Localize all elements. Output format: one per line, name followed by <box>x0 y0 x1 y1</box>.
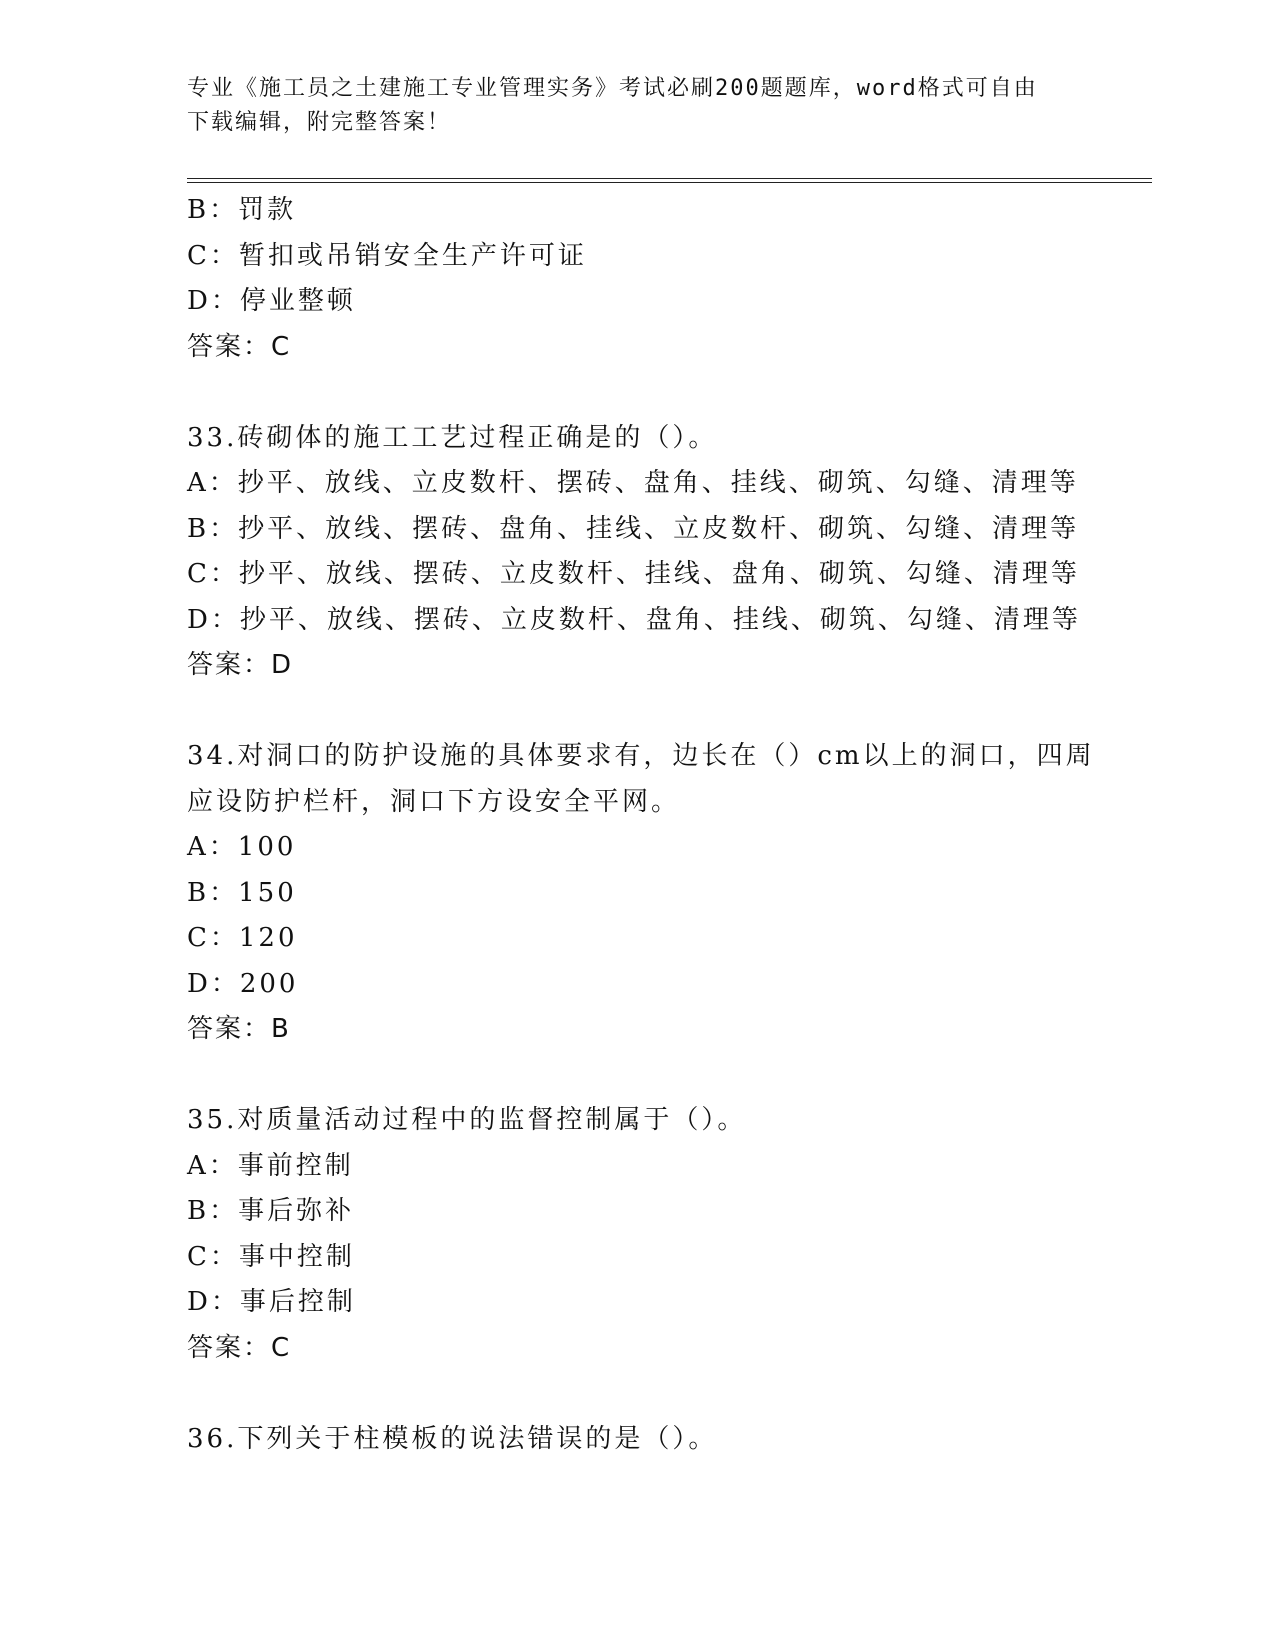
question-36 <box>187 1417 1157 1463</box>
option-d: D：抄平、放线、摆砖、立皮数杆、盘角、挂线、砌筑、勾缝、清理等 <box>187 604 1081 635</box>
question-34 <box>187 734 1157 1053</box>
option-b: B：罚款 <box>187 195 297 225</box>
header-rule-top <box>187 178 1152 179</box>
answer: 答案：B <box>187 1014 291 1044</box>
option-a: A：事前控制 <box>187 1150 354 1181</box>
question-35 <box>187 1098 1157 1371</box>
question-list <box>187 188 1157 1462</box>
option-c: C：暂扣或吊销安全生产许可证 <box>187 240 587 271</box>
question-stem: 33.砖砌体的施工工艺过程正确是的（）。 <box>187 422 718 453</box>
option-b: B：抄平、放线、摆砖、盘角、挂线、立皮数杆、砌筑、勾缝、清理等 <box>187 513 1080 544</box>
question-32-continued <box>187 188 1157 370</box>
option-c: C：事中控制 <box>187 1241 355 1272</box>
option-c: C：抄平、放线、摆砖、立皮数杆、挂线、盘角、砌筑、勾缝、清理等 <box>187 559 1080 589</box>
option-b: B：事后弥补 <box>187 1196 355 1226</box>
question-stem-continued: 应设防护栏杆，洞口下方设安全平网。 <box>187 786 681 817</box>
answer: 答案：D <box>187 650 294 680</box>
header-line-2: 下载编辑，附完整答案！ <box>187 110 452 135</box>
option-d: D：停业整顿 <box>187 286 356 316</box>
document-header <box>187 72 1107 140</box>
option-a: A：100 <box>187 832 297 862</box>
option-a: A：抄平、放线、立皮数杆、摆砖、盘角、挂线、砌筑、勾缝、清理等 <box>187 468 1079 498</box>
option-d: D：200 <box>187 968 299 999</box>
option-c: C：120 <box>187 923 298 953</box>
answer: 答案：C <box>187 331 292 362</box>
header-rule-bottom <box>187 182 1152 183</box>
question-stem: 36.下列关于柱模板的说法错误的是（）。 <box>187 1423 718 1454</box>
header-line-1: 专业《施工员之土建施工专业管理实务》考试必刷200题题库，word格式可自由 <box>187 76 1038 101</box>
option-b: B：150 <box>187 877 297 908</box>
question-33 <box>187 416 1157 689</box>
question-stem: 35.对质量活动过程中的监督控制属于（）。 <box>187 1105 747 1135</box>
option-d: D：事后控制 <box>187 1287 356 1317</box>
answer: 答案：C <box>187 1332 292 1363</box>
question-stem: 34.对洞口的防护设施的具体要求有，边长在（）cm以上的洞口，四周 <box>187 741 1095 771</box>
